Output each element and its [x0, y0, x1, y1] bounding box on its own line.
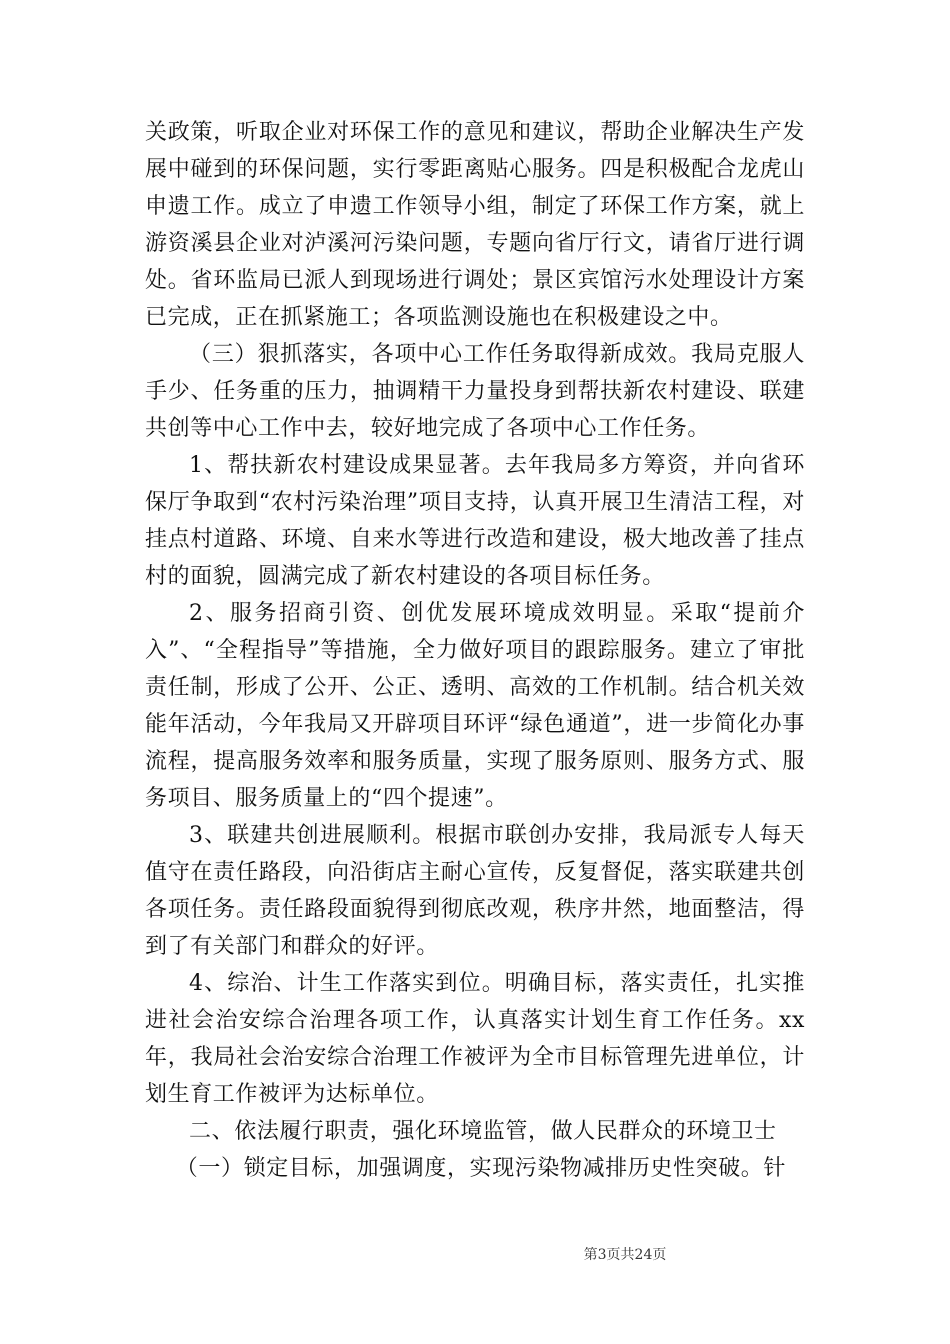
page-number: 第3页共24页 [583, 1247, 667, 1263]
paragraph-item-2: 2、服务招商引资、创优发展环境成效明显。采取“提前介入”、“全程指导”等措施，全力做好项目的跟踪服务。建立了审批责任制，形成了公开、公正、透明、高效的工作机制。结合机关效能年活动，今年我局又开辟项目环评“绿色通道”，进一步简化办事流程，提高服务效率和服务质量，实现了服务原则、服务方式、服务项目、服务质量上的“四个提速”。 [145, 601, 805, 811]
document-body [145, 114, 805, 1187]
paragraph-continuation: 关政策，听取企业对环保工作的意见和建议，帮助企业解决生产发展中碰到的环保问题，实行零距离贴心服务。四是积极配合龙虎山申遗工作。成立了申遗工作领导小组，制定了环保工作方案，就上游资溪县企业对泸溪河污染问题，专题向省厅行文，请省厅进行调处。省环监局已派人到现场进行调处；景区宾馆污水处理设计方案已完成，正在抓紧施工；各项监测设施也在积极建设之中。 [145, 120, 805, 330]
paragraph-subsection-one: （一）锁定目标，加强调度，实现污染物减排历史性突破。针 [175, 1156, 786, 1181]
section-heading-two: 二、依法履行职责，强化环境监管，做人民群众的环境卫士 [189, 1119, 777, 1144]
page-footer [0, 1244, 950, 1264]
paragraph-section-three: （三）狠抓落实，各项中心工作任务取得新成效。我局克服人手少、任务重的压力，抽调精干力量投身到帮扶新农村建设、联建共创等中心工作中去，较好地完成了各项中心工作任务。 [145, 342, 805, 441]
paragraph-item-3: 3、联建共创进展顺利。根据市联创办安排，我局派专人每天值守在责任路段，向沿街店主耐心宣传，反复督促，落实联建共创各项任务。责任路段面貌得到彻底改观，秩序井然，地面整洁，得到了有关部门和群众的好评。 [145, 823, 805, 959]
paragraph-item-4: 4、综治、计生工作落实到位。明确目标，落实责任，扎实推进社会治安综合治理各项工作，认真落实计划生育工作任务。xx年，我局社会治安综合治理工作被评为全市目标管理先进单位，计划生育工作被评为达标单位。 [145, 971, 805, 1107]
paragraph-item-1: 1、帮扶新农村建设成果显著。去年我局多方筹资，并向省环保厅争取到“农村污染治理”项目支持，认真开展卫生清洁工程，对挂点村道路、环境、自来水等进行改造和建设，极大地改善了挂点村的面貌，圆满完成了新农村建设的各项目标任务。 [145, 453, 805, 589]
